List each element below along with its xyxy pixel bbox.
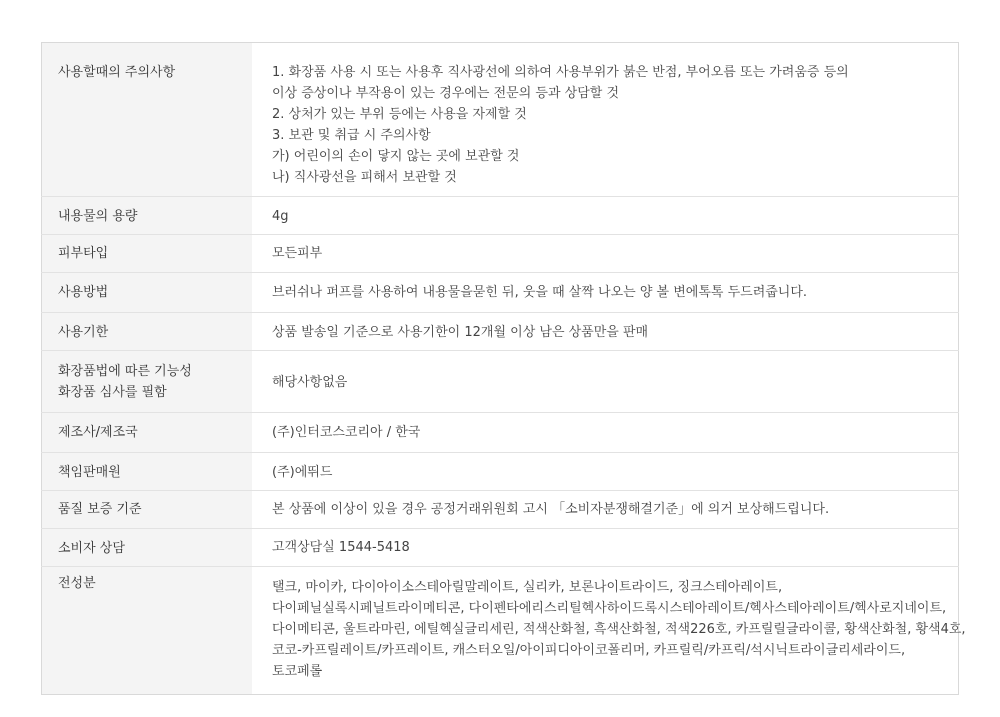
row-label-text: 내용물의 용량 <box>58 209 138 224</box>
row-value <box>252 43 959 197</box>
row-value-line: 본 상품에 이상이 있을 경우 공정거래위원회 고시 「소비자분쟁해결기준」에 의거 보상해드립니다. <box>272 502 830 517</box>
row-value-line: (주)인터코스코리아 / 한국 <box>272 425 421 440</box>
product-info-table <box>41 42 966 695</box>
table-row <box>42 413 959 453</box>
row-value <box>252 491 959 529</box>
row-value-line: 2. 상처가 있는 부위 등에는 사용을 자제할 것 <box>272 107 527 122</box>
row-label-text: 화장품 심사를 필함 <box>58 385 167 400</box>
table-row <box>42 197 959 235</box>
row-label-text: 사용방법 <box>58 285 109 300</box>
row-value-line: 브러쉬나 퍼프를 사용하여 내용물을묻힌 뒤, 웃을 때 살짝 나오는 양 볼 변에톡톡 두드려줍니다. <box>272 285 808 300</box>
row-value-line: 코코-카프릴레이트/카프레이트, 캐스터오일/아이피디아이코폴리머, 카프릴릭/카프릭/석시닉트라이글리세라이드, <box>272 643 906 658</box>
row-label <box>42 273 253 313</box>
row-label <box>42 567 253 695</box>
row-value-line: 상품 발송일 기준으로 사용기한이 12개월 이상 남은 상품만을 판매 <box>272 325 649 340</box>
row-value-line: 토코페롤 <box>272 664 323 679</box>
row-label <box>42 529 253 567</box>
row-label-text: 사용할때의 주의사항 <box>58 65 176 80</box>
row-value-line: 고객상담실 1544-5418 <box>272 540 410 555</box>
row-value-line: 3. 보관 및 취급 시 주의사항 <box>272 128 431 143</box>
row-value-line: 탤크, 마이카, 다이아이소스테아릴말레이트, 실리카, 보론나이트라이드, 징크스테아레이트, <box>272 580 783 595</box>
row-value <box>252 197 959 235</box>
row-value <box>252 351 959 413</box>
row-value <box>252 529 959 567</box>
row-value-line: 다이페닐실록시페닐트라이메티콘, 다이펜타에리스리틸헥사하이드록시스테아레이트/헥사스테아레이트/헥사로지네이트, <box>272 601 947 616</box>
row-value <box>252 235 959 273</box>
row-value-line: 4g <box>272 209 289 224</box>
row-label-text: 책임판매원 <box>58 465 121 480</box>
row-label <box>42 453 253 491</box>
row-label-text: 사용기한 <box>58 325 109 340</box>
table-row <box>42 491 959 529</box>
table-row <box>42 567 959 695</box>
table-row <box>42 273 959 313</box>
row-label <box>42 313 253 351</box>
row-value-line: 모든피부 <box>272 246 323 261</box>
row-value <box>252 453 959 491</box>
row-label-text: 제조사/제조국 <box>58 425 138 440</box>
row-label-text: 화장품법에 따른 기능성 <box>58 364 192 379</box>
row-value <box>252 413 959 453</box>
row-label-text: 품질 보증 기준 <box>58 502 142 517</box>
row-value-line: 나) 직사광선을 피해서 보관할 것 <box>272 170 457 185</box>
row-label-text: 소비자 상담 <box>58 541 125 556</box>
row-value-line: 다이메티콘, 울트라마린, 에틸헥실글리세린, 적색산화철, 흑색산화철, 적색226호, 카프릴릴글라이콜, 황색산화철, 황색4호, <box>272 622 966 637</box>
table-row <box>42 43 959 197</box>
table-row <box>42 351 959 413</box>
row-label <box>42 197 253 235</box>
row-label <box>42 351 253 413</box>
row-label <box>42 413 253 453</box>
row-value <box>252 567 966 695</box>
row-value-line: 1. 화장품 사용 시 또는 사용후 직사광선에 의하여 사용부위가 붉은 반점, 부어오름 또는 가려움증 등의 <box>272 65 849 80</box>
row-value-line: 해당사항없음 <box>272 375 348 390</box>
table-row <box>42 453 959 491</box>
row-label-text: 전성분 <box>58 576 96 591</box>
row-label-text: 피부타입 <box>58 246 109 261</box>
row-value <box>252 313 959 351</box>
row-value-line: 가) 어린이의 손이 닿지 않는 곳에 보관할 것 <box>272 149 520 164</box>
row-value-line: (주)에뛰드 <box>272 465 333 480</box>
table-row <box>42 529 959 567</box>
row-label <box>42 491 253 529</box>
row-label <box>42 43 253 197</box>
row-value-line: 이상 증상이나 부작용이 있는 경우에는 전문의 등과 상담할 것 <box>272 86 620 101</box>
table-row <box>42 235 959 273</box>
row-label <box>42 235 253 273</box>
row-value <box>252 273 959 313</box>
table-row <box>42 313 959 351</box>
